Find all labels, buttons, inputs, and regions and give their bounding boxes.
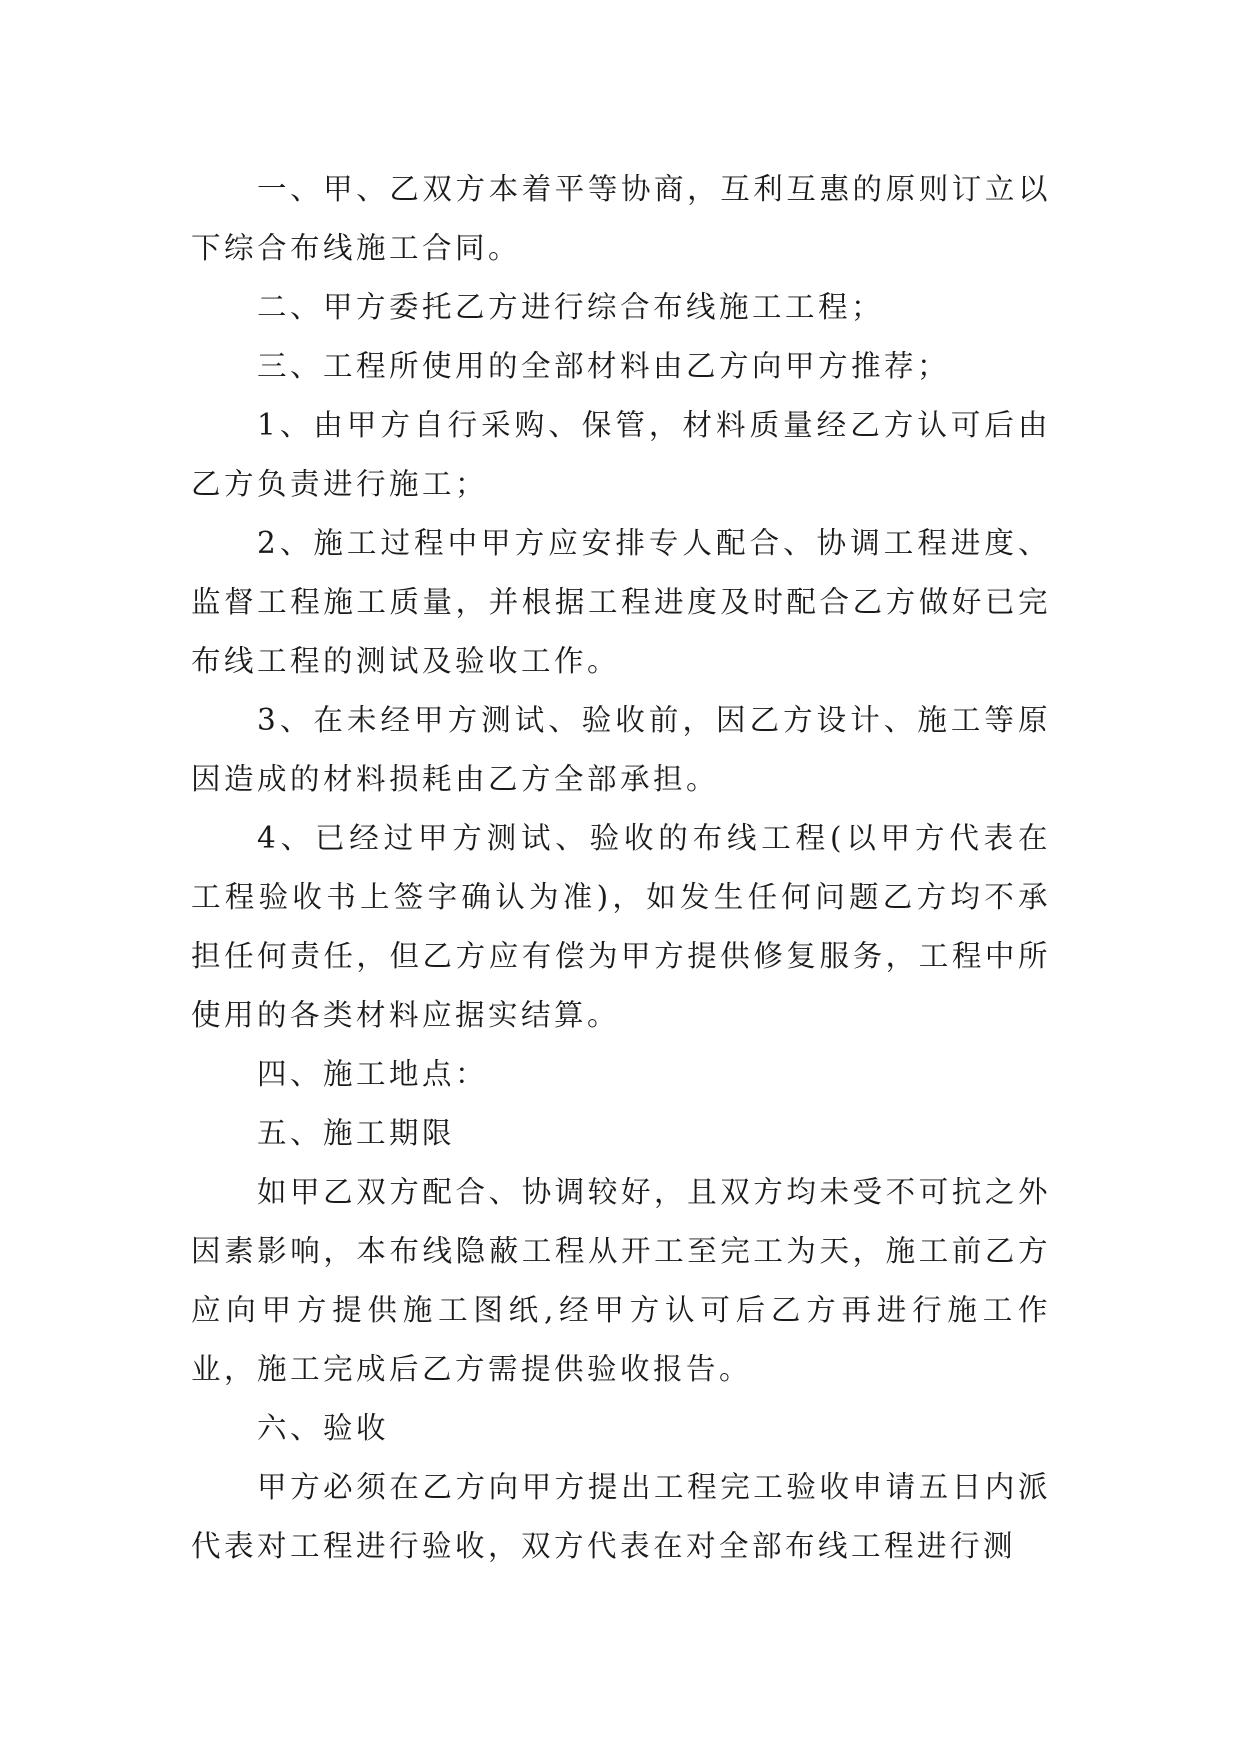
paragraph-8: 四、施工地点： <box>257 1057 489 1091</box>
paragraph-10: 如甲乙双方配合、协调较好，且双方均未受不可抗之外因素影响，本布线隐蔽工程从开工至完工为天，施工前乙方应向甲方提供施工图纸,经甲方认可后乙方再进行施工作业，施工完成后乙方需提供验收报告。 <box>191 1175 1051 1386</box>
paragraph-5: 2、施工过程中甲方应安排专人配合、协调工程进度、监督工程施工质量，并根据工程进度及时配合乙方做好已完布线工程的测试及验收工作。 <box>191 526 1051 678</box>
document-body <box>191 160 1051 1576</box>
paragraph-7: 4、已经过甲方测试、验收的布线工程(以甲方代表在工程验收书上签字确认为准)，如发生任何问题乙方均不承担任何责任，但乙方应有偿为甲方提供修复服务，工程中所使用的各类材料应据实结算。 <box>191 821 1051 1032</box>
paragraph-3: 三、工程所使用的全部材料由乙方向甲方推荐； <box>257 349 951 383</box>
paragraph-6: 3、在未经甲方测试、验收前，因乙方设计、施工等原因造成的材料损耗由乙方全部承担。 <box>191 703 1051 796</box>
paragraph-1: 一、甲、乙双方本着平等协商，互利互惠的原则订立以下综合布线施工合同。 <box>191 172 1051 265</box>
paragraph-9: 五、施工期限 <box>257 1116 456 1150</box>
paragraph-11: 六、验收 <box>257 1411 390 1445</box>
paragraph-2: 二、甲方委托乙方进行综合布线施工工程； <box>257 290 885 324</box>
paragraph-4: 1、由甲方自行采购、保管，材料质量经乙方认可后由乙方负责进行施工； <box>191 408 1051 501</box>
paragraph-12: 甲方必须在乙方向甲方提出工程完工验收申请五日内派代表对工程进行验收，双方代表在对全部布线工程进行测 <box>191 1470 1051 1563</box>
